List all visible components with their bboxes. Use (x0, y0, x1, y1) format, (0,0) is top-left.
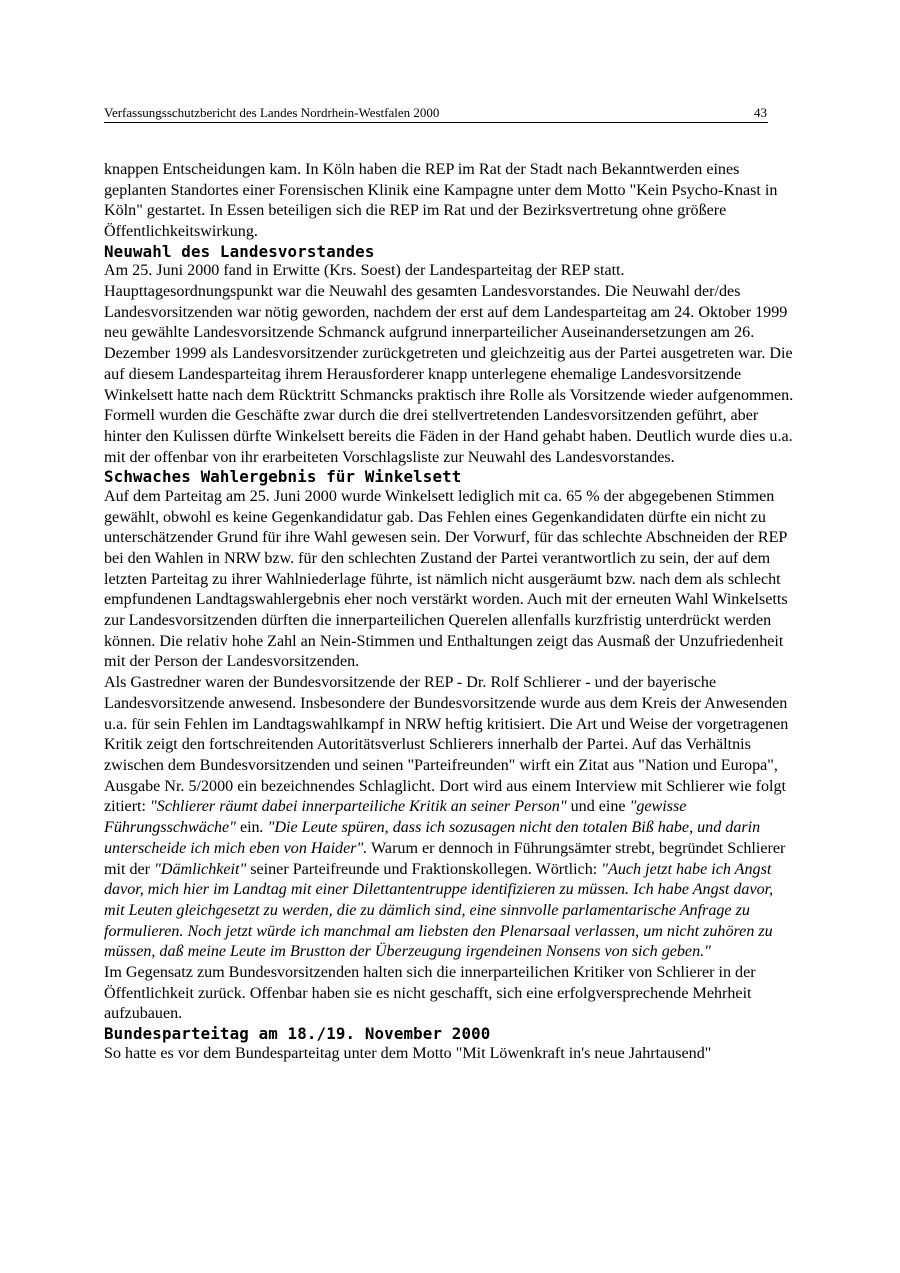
text-segment: Als Gastredner waren der Bundesvorsitzende der REP - Dr. Rolf Schlierer - und der bayerische Landesvorsitzende anwesend. Insbesondere der Bundesvorsitzende wurde aus dem Kreis der Anwesenden u.a. für sein Fehlen im Landtagswahlkampf in NRW heftig kritisiert. Die Art und Weise der vorgetragenen Kritik zeigt den fortschreitenden Autoritätsverlust Schlierers innerhalb der Partei. Auf das Verhältnis zwischen dem Bundesvorsitzenden und seinen "Parteifreunden" wirft ein Zitat aus "Nation und Europa", Ausgabe Nr. 5/2000 ein bezeichnendes Schlaglicht. Dort wird aus einem Interview mit Schlierer wie folgt zitiert: (104, 674, 789, 816)
quote-segment: "gewisse Führungsschwäche" (104, 798, 687, 837)
quote-segment: . "Die Leute spüren, dass ich sozusagen nicht den totalen Biß habe, und darin unterscheide ich mich eben von Haider". (104, 819, 761, 857)
paragraph-koeln-essen: knappen Entscheidungen kam. In Köln haben die REP im Rat der Stadt nach Bekanntwerden eines geplanten Standortes einer Forensischen Klinik eine Kampagne unter dem Motto "Kein Psycho-Knast in Köln" gestartet. In Essen beteiligen sich die REP im Rat und der Bezirksvertretung ohne größere Öffentlichkeitswirkung. (104, 161, 778, 241)
paragraph-bundesparteitag: So hatte es vor dem Bundesparteitag unter dem Motto "Mit Löwenkraft in's neue Jahrtausend" (104, 1044, 712, 1062)
paragraph-landesparteitag: Am 25. Juni 2000 fand in Erwitte (Krs. Soest) der Landesparteitag der REP statt. Haupttagesordnungspunkt war die Neuwahl des gesamten Landesvorstandes. Die Neuwahl der/des Landesvorsitzenden war nötig geworden, nachdem der erst auf dem Landesparteitag am 24. Oktober 1999 neu gewählte Landesvorsitzende Schmanck aufgrund innerparteilicher Auseinandersetzungen am 26. Dezember 1999 als Landesvorsitzender zurückgetreten und gleichzeitig aus der Partei ausgetreten war. Die auf diesem Landesparteitag ihrem Herausforderer knapp unterlegene ehemalige Landesvorsitzende Winkelsett hatte nach dem Rücktritt Schmancks praktisch ihre Rolle als Vorsitzende wieder aufgenommen. Formell wurden die Geschäfte zwar durch die drei stellvertretenden Landesvorsitzenden geführt, aber hinter den Kulissen dürfte Winkelsett bereits die Fäden in der Hand gehabt haben. Deutlich wurde dies u.a. mit der offenbar von ihr erarbeiteten Vorschlagsliste zur Neuwahl des Landesvorstandes. (104, 262, 794, 466)
running-header (104, 104, 768, 123)
heading-bundesparteitag: Bundesparteitag am 18./19. November 2000 (104, 1024, 491, 1044)
page-number: 43 (754, 105, 767, 120)
heading-neuwahl: Neuwahl des Landesvorstandes (104, 241, 375, 261)
quote-segment: "Auch jetzt habe ich Angst davor, mich hier im Landtag mit einer Dilettantentruppe identifizieren zu müssen. Ich habe Angst davor, mit Leuten gleichgesetzt zu werden, die zu dämlich sind, eine sinnvolle parlamentarische Anfrage zu formulieren. Noch jetzt würde ich manchmal am liebsten den Plenarsaal verlassen, um nicht zuhören zu müssen, daß meine Leute im Brustton der Überzeugung irgendeinen Nonsens von sich geben." (104, 860, 774, 961)
document-body (104, 160, 794, 1064)
document-page (104, 104, 794, 1064)
paragraph-wahlergebnis: Auf dem Parteitag am 25. Juni 2000 wurde Winkelsett lediglich mit ca. 65 % der abgegebenen Stimmen gewählt, obwohl es keine Gegenkandidatur gab. Das Fehlen eines Gegenkandidaten dürfte ein nicht zu unterschätzender Grund für ihre Wahl gewesen sein. Der Vorwurf, für das schlechte Abschneiden der REP bei den Wahlen in NRW bzw. für den schlechten Zustand der Partei verantwortlich zu sein, der auf dem letzten Parteitag zu ihrer Wahlniederlage führte, ist nämlich nicht ausgeräumt bzw. nach dem als schlecht empfundenen Landtagswahlergebnis eher noch verstärkt worden. Auch mit der erneuten Wahl Winkelsetts zur Landesvorsitzenden dürften die innerparteilichen Querelen allenfalls kurzfristig unterdrückt werden können. Die relativ hohe Zahl an Nein-Stimmen und Enthaltungen zeigt das Ausmaß der Unzufriedenheit mit der Person der Landesvorsitzenden. (104, 487, 788, 671)
quote-segment: "Dämlichkeit" (154, 860, 247, 878)
heading-wahlergebnis: Schwaches Wahlergebnis für Winkelsett (104, 467, 462, 487)
quote-segment: "Schlierer räumt dabei innerparteiliche Kritik an seiner Person" (150, 798, 567, 816)
text-segment: Warum er dennoch in Führungsämter strebt, begründet Schlierer mit der (104, 839, 786, 878)
text-segment: ein (235, 819, 260, 837)
paragraph-kritiker: Im Gegensatz zum Bundesvorsitzenden halten sich die innerparteilichen Kritiker von Schlierer in der Öffentlichkeit zurück. Offenbar haben sie es nicht geschafft, sich eine erfolgversprechende Mehrheit aufzubauen. (104, 964, 756, 1023)
header-title: Verfassungsschutzbericht des Landes Nordrhein-Westfalen 2000 (104, 105, 440, 120)
paragraph-gastredner (104, 673, 794, 963)
text-segment: seiner Parteifreunde und Fraktionskollegen. Wörtlich: (246, 860, 602, 878)
text-segment: und eine (566, 798, 630, 816)
